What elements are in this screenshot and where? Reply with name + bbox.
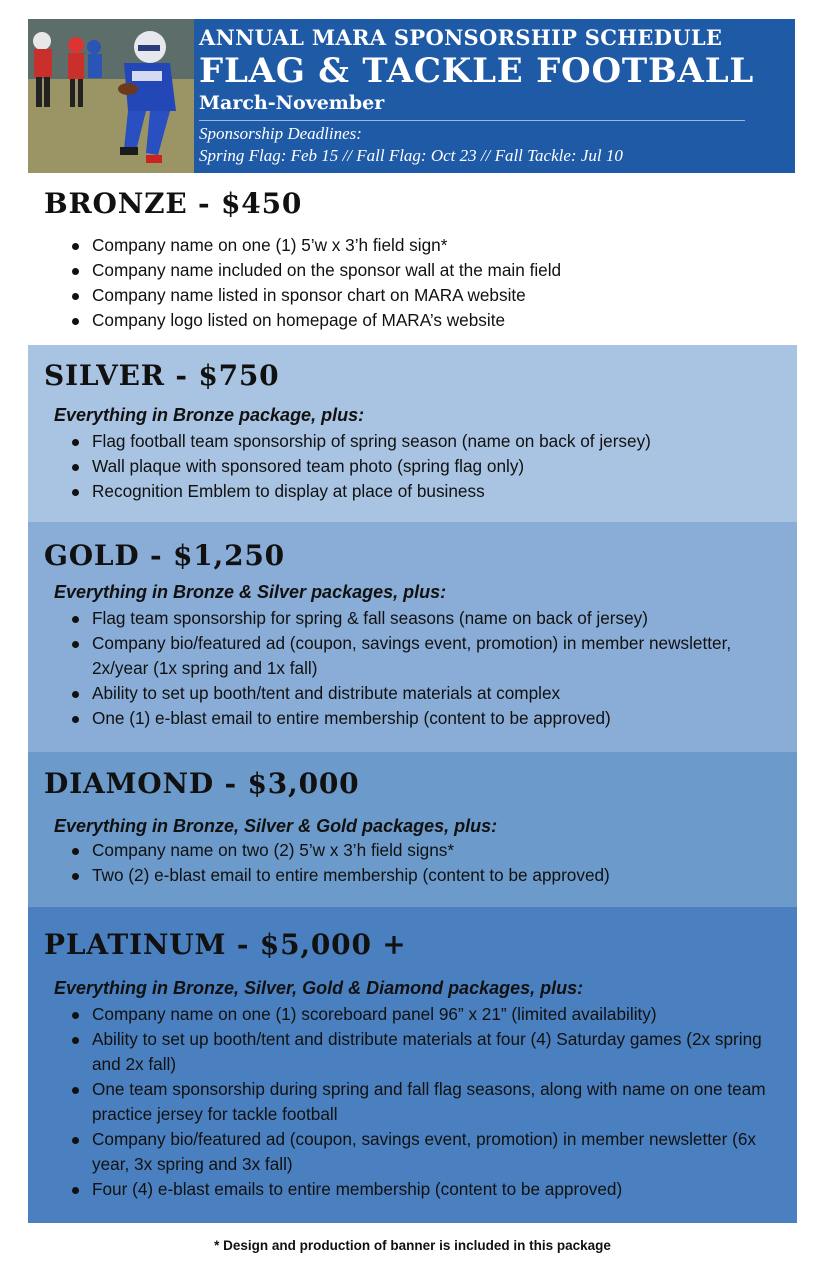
- footnote: * Design and production of banner is included in this package: [214, 1238, 611, 1253]
- list-item: Wall plaque with sponsored team photo (spring flag only): [64, 454, 774, 479]
- list-item: Flag football team sponsorship of spring season (name on back of jersey): [64, 429, 774, 454]
- tier-title: BRONZE - $450: [44, 187, 303, 220]
- tier-gold: [28, 522, 797, 752]
- header-title: FLAG & TACKLE FOOTBALL: [199, 51, 755, 91]
- tier-subtitle: Everything in Bronze, Silver, Gold & Diamond packages, plus:: [54, 978, 584, 998]
- tier-platinum: [28, 907, 797, 1223]
- deadlines-label: Sponsorship Deadlines:: [199, 124, 362, 143]
- list-item: One (1) e-blast email to entire membership (content to be approved): [64, 706, 774, 731]
- tier-title: GOLD - $1,250: [44, 539, 285, 572]
- list-item: Company name on one (1) scoreboard panel 96” x 21” (limited availability): [64, 1002, 774, 1027]
- tier-title: SILVER - $750: [44, 359, 280, 392]
- list-item: Company logo listed on homepage of MARA’s website: [64, 308, 774, 333]
- header-divider: [199, 120, 745, 121]
- tier-bronze: [28, 175, 797, 345]
- list-item: Four (4) e-blast emails to entire membership (content to be approved): [64, 1177, 774, 1202]
- list-item: Company bio/featured ad (coupon, savings event, promotion) in member newsletter, 2x/year (1x spring and 1x fall): [64, 631, 774, 681]
- tier-subtitle: Everything in Bronze package, plus:: [54, 405, 365, 425]
- list-item: Flag team sponsorship for spring & fall seasons (name on back of jersey): [64, 606, 774, 631]
- benefit-list: [64, 429, 774, 504]
- list-item: Ability to set up booth/tent and distribute materials at complex: [64, 681, 774, 706]
- list-item: Company name included on the sponsor wall at the main field: [64, 258, 774, 283]
- tier-silver: [28, 345, 797, 522]
- list-item: Company name on two (2) 5’w x 3’h field signs*: [64, 838, 774, 863]
- deadlines-block: [199, 123, 623, 167]
- tier-subtitle: Everything in Bronze & Silver packages, plus:: [54, 582, 447, 602]
- list-item: Company bio/featured ad (coupon, savings event, promotion) in member newsletter (6x year, 3x spring and 3x fall): [64, 1127, 774, 1177]
- tier-subtitle: Everything in Bronze, Silver & Gold packages, plus:: [54, 816, 498, 836]
- list-item: Ability to set up booth/tent and distribute materials at four (4) Saturday games (2x spring and 2x fall): [64, 1027, 774, 1077]
- football-players-photo: [28, 19, 194, 173]
- benefit-list: [64, 1002, 774, 1202]
- header-banner: [28, 19, 795, 173]
- list-item: One team sponsorship during spring and fall flag seasons, along with name on one team practice jersey for tackle football: [64, 1077, 774, 1127]
- tier-title: DIAMOND - $3,000: [44, 767, 360, 800]
- tier-title: PLATINUM - $5,000 +: [44, 928, 407, 961]
- header-season: March-November: [199, 92, 385, 114]
- deadlines-text: Spring Flag: Feb 15 // Fall Flag: Oct 23 // Fall Tackle: Jul 10: [199, 146, 623, 165]
- benefit-list: [64, 838, 774, 888]
- benefit-list: [64, 233, 774, 333]
- list-item: Recognition Emblem to display at place of business: [64, 479, 774, 504]
- tier-diamond: [28, 752, 797, 907]
- header-subtitle: ANNUAL MARA SPONSORSHIP SCHEDULE: [199, 25, 723, 50]
- list-item: Company name listed in sponsor chart on MARA website: [64, 283, 774, 308]
- benefit-list: [64, 606, 774, 731]
- list-item: Company name on one (1) 5’w x 3’h field sign*: [64, 233, 774, 258]
- list-item: Two (2) e-blast email to entire membership (content to be approved): [64, 863, 774, 888]
